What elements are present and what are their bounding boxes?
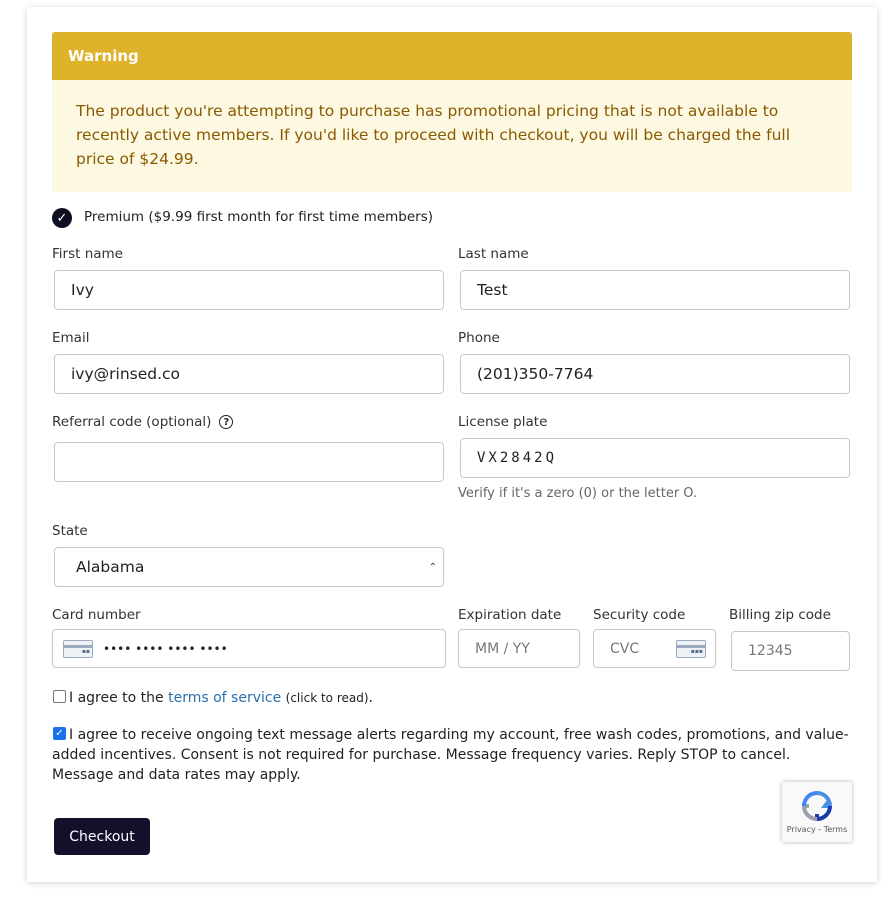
billing-zip-placeholder: 12345 [748,643,793,659]
terms-note: (click to read) [285,691,369,705]
license-plate-input[interactable] [460,438,850,478]
recaptcha-footer[interactable]: Privacy - Terms [786,825,848,834]
security-code-input[interactable] [593,629,716,668]
credit-card-icon: ▪▪ [63,640,93,658]
phone-input[interactable] [460,354,850,394]
recaptcha-badge[interactable] [782,782,852,842]
checkmark-icon[interactable]: ✓ [53,727,66,740]
billing-zip-input[interactable] [731,631,850,671]
expiration-input[interactable] [458,629,580,668]
terms-text [69,690,373,706]
email-value: ivy@rinsed.co [71,365,181,383]
terms-prefix: I agree to the [69,690,169,706]
chevron-down-icon: ⌃ [428,562,437,573]
last-name-label: Last name [458,246,529,262]
card-number-label: Card number [52,607,141,623]
expiration-label: Expiration date [458,607,562,623]
security-code-label: Security code [593,607,686,623]
state-value: Alabama [76,558,145,576]
referral-label: Referral code (optional) [52,414,212,430]
last-name-value: Test [477,281,508,299]
license-plate-hint: Verify if it's a zero (0) or the letter O. [458,486,698,501]
checkout-card [27,7,877,882]
question-circle-icon[interactable]: ? [219,415,233,429]
terms-of-service-link[interactable]: terms of service [168,690,282,706]
warning-message: The product you're attempting to purchase has promotional pricing that is not available to recently active members. If you'd like to proceed with checkout, you will be charged the full price of $24.99. [52,80,852,192]
referral-label-row [52,414,233,430]
checkmark-icon[interactable]: ✓ [52,208,72,228]
card-back-icon: ▪▪▪ [676,640,706,658]
warning-header [52,32,852,80]
referral-input[interactable] [54,442,444,482]
billing-zip-label: Billing zip code [729,607,831,623]
expiration-placeholder: MM / YY [475,640,530,657]
terms-suffix: . [368,690,373,706]
phone-value: (201)350-7764 [477,365,594,383]
consent-text: I agree to receive ongoing text message alerts regarding my account, free wash codes, promotions, and value-added incentives. Consent is not required for purchase. Message frequency varies. Reply STOP to cancel. Message and data rates may apply. [52,727,849,783]
phone-label: Phone [458,330,500,346]
first-name-input[interactable] [54,270,444,310]
terms-checkbox-box[interactable] [53,690,66,703]
recaptcha-logo-icon [800,789,834,823]
license-plate-value: VX2842Q [477,450,558,466]
card-number-placeholder: •••• •••• •••• •••• [103,641,228,656]
state-select[interactable] [54,547,444,587]
plan-label[interactable]: Premium ($9.99 first month for first time members) [84,209,433,225]
email-label: Email [52,330,90,346]
card-number-input[interactable] [52,629,446,668]
warning-title: Warning [68,47,139,65]
terms-checkbox[interactable] [53,690,66,703]
checkout-button[interactable]: Checkout [54,818,150,855]
last-name-input[interactable] [460,270,850,310]
license-plate-label: License plate [458,414,548,430]
first-name-value: Ivy [71,281,94,299]
first-name-label: First name [52,246,123,262]
email-input[interactable] [54,354,444,394]
security-code-placeholder: CVC [610,640,640,657]
state-label: State [52,523,88,539]
